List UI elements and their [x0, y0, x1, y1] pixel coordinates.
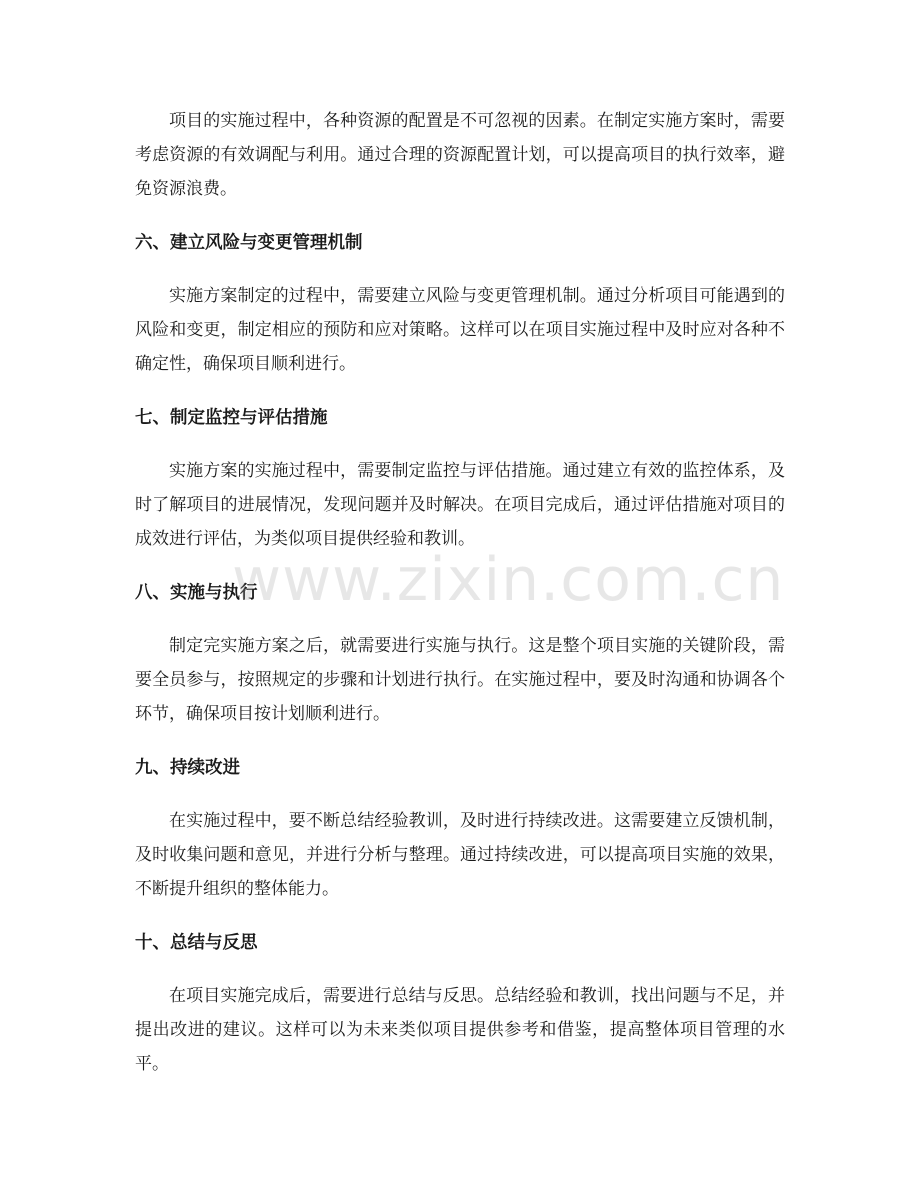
- paragraph-execution: 制定完实施方案之后，就需要进行实施与执行。这是整个项目实施的关键阶段，需要全员参与，按照规定的步骤和计划进行执行。在实施过程中，要及时沟通和协调各个环节，确保项目按计划顺利进行。: [135, 636, 785, 724]
- section-heading-10: 十、总结与反思: [135, 933, 258, 953]
- section-heading-9: 九、持续改进: [135, 758, 240, 778]
- paragraph-summary: 在项目实施完成后，需要进行总结与反思。总结经验和教训，找出问题与不足，并提出改进的建议。这样可以为未来类似项目提供参考和借鉴，提高整体项目管理的水平。: [135, 986, 785, 1074]
- paragraph-risk-change: 实施方案制定的过程中，需要建立风险与变更管理机制。通过分析项目可能遇到的风险和变更，制定相应的预防和应对策略。这样可以在项目实施过程中及时应对各种不确定性，确保项目顺利进行。: [135, 286, 785, 374]
- section-heading-6: 六、建立风险与变更管理机制: [135, 233, 363, 253]
- section-heading-7: 七、制定监控与评估措施: [135, 408, 328, 428]
- paragraph-monitoring: 实施方案的实施过程中，需要制定监控与评估措施。通过建立有效的监控体系，及时了解项目的进展情况，发现问题并及时解决。在项目完成后，通过评估措施对项目的成效进行评估，为类似项目提供经验和教训。: [135, 461, 785, 549]
- paragraph-improvement: 在实施过程中，要不断总结经验教训，及时进行持续改进。这需要建立反馈机制，及时收集问题和意见，并进行分析与整理。通过持续改进，可以提高项目实施的效果，不断提升组织的整体能力。: [135, 811, 785, 899]
- paragraph-resource-allocation: 项目的实施过程中，各种资源的配置是不可忽视的因素。在制定实施方案时，需要考虑资源的有效调配与利用。通过合理的资源配置计划，可以提高项目的执行效率，避免资源浪费。: [135, 111, 785, 199]
- section-heading-8: 八、实施与执行: [135, 583, 258, 603]
- watermark-text: www.zixin.com.cn: [232, 545, 785, 615]
- document-body: [135, 104, 785, 1081]
